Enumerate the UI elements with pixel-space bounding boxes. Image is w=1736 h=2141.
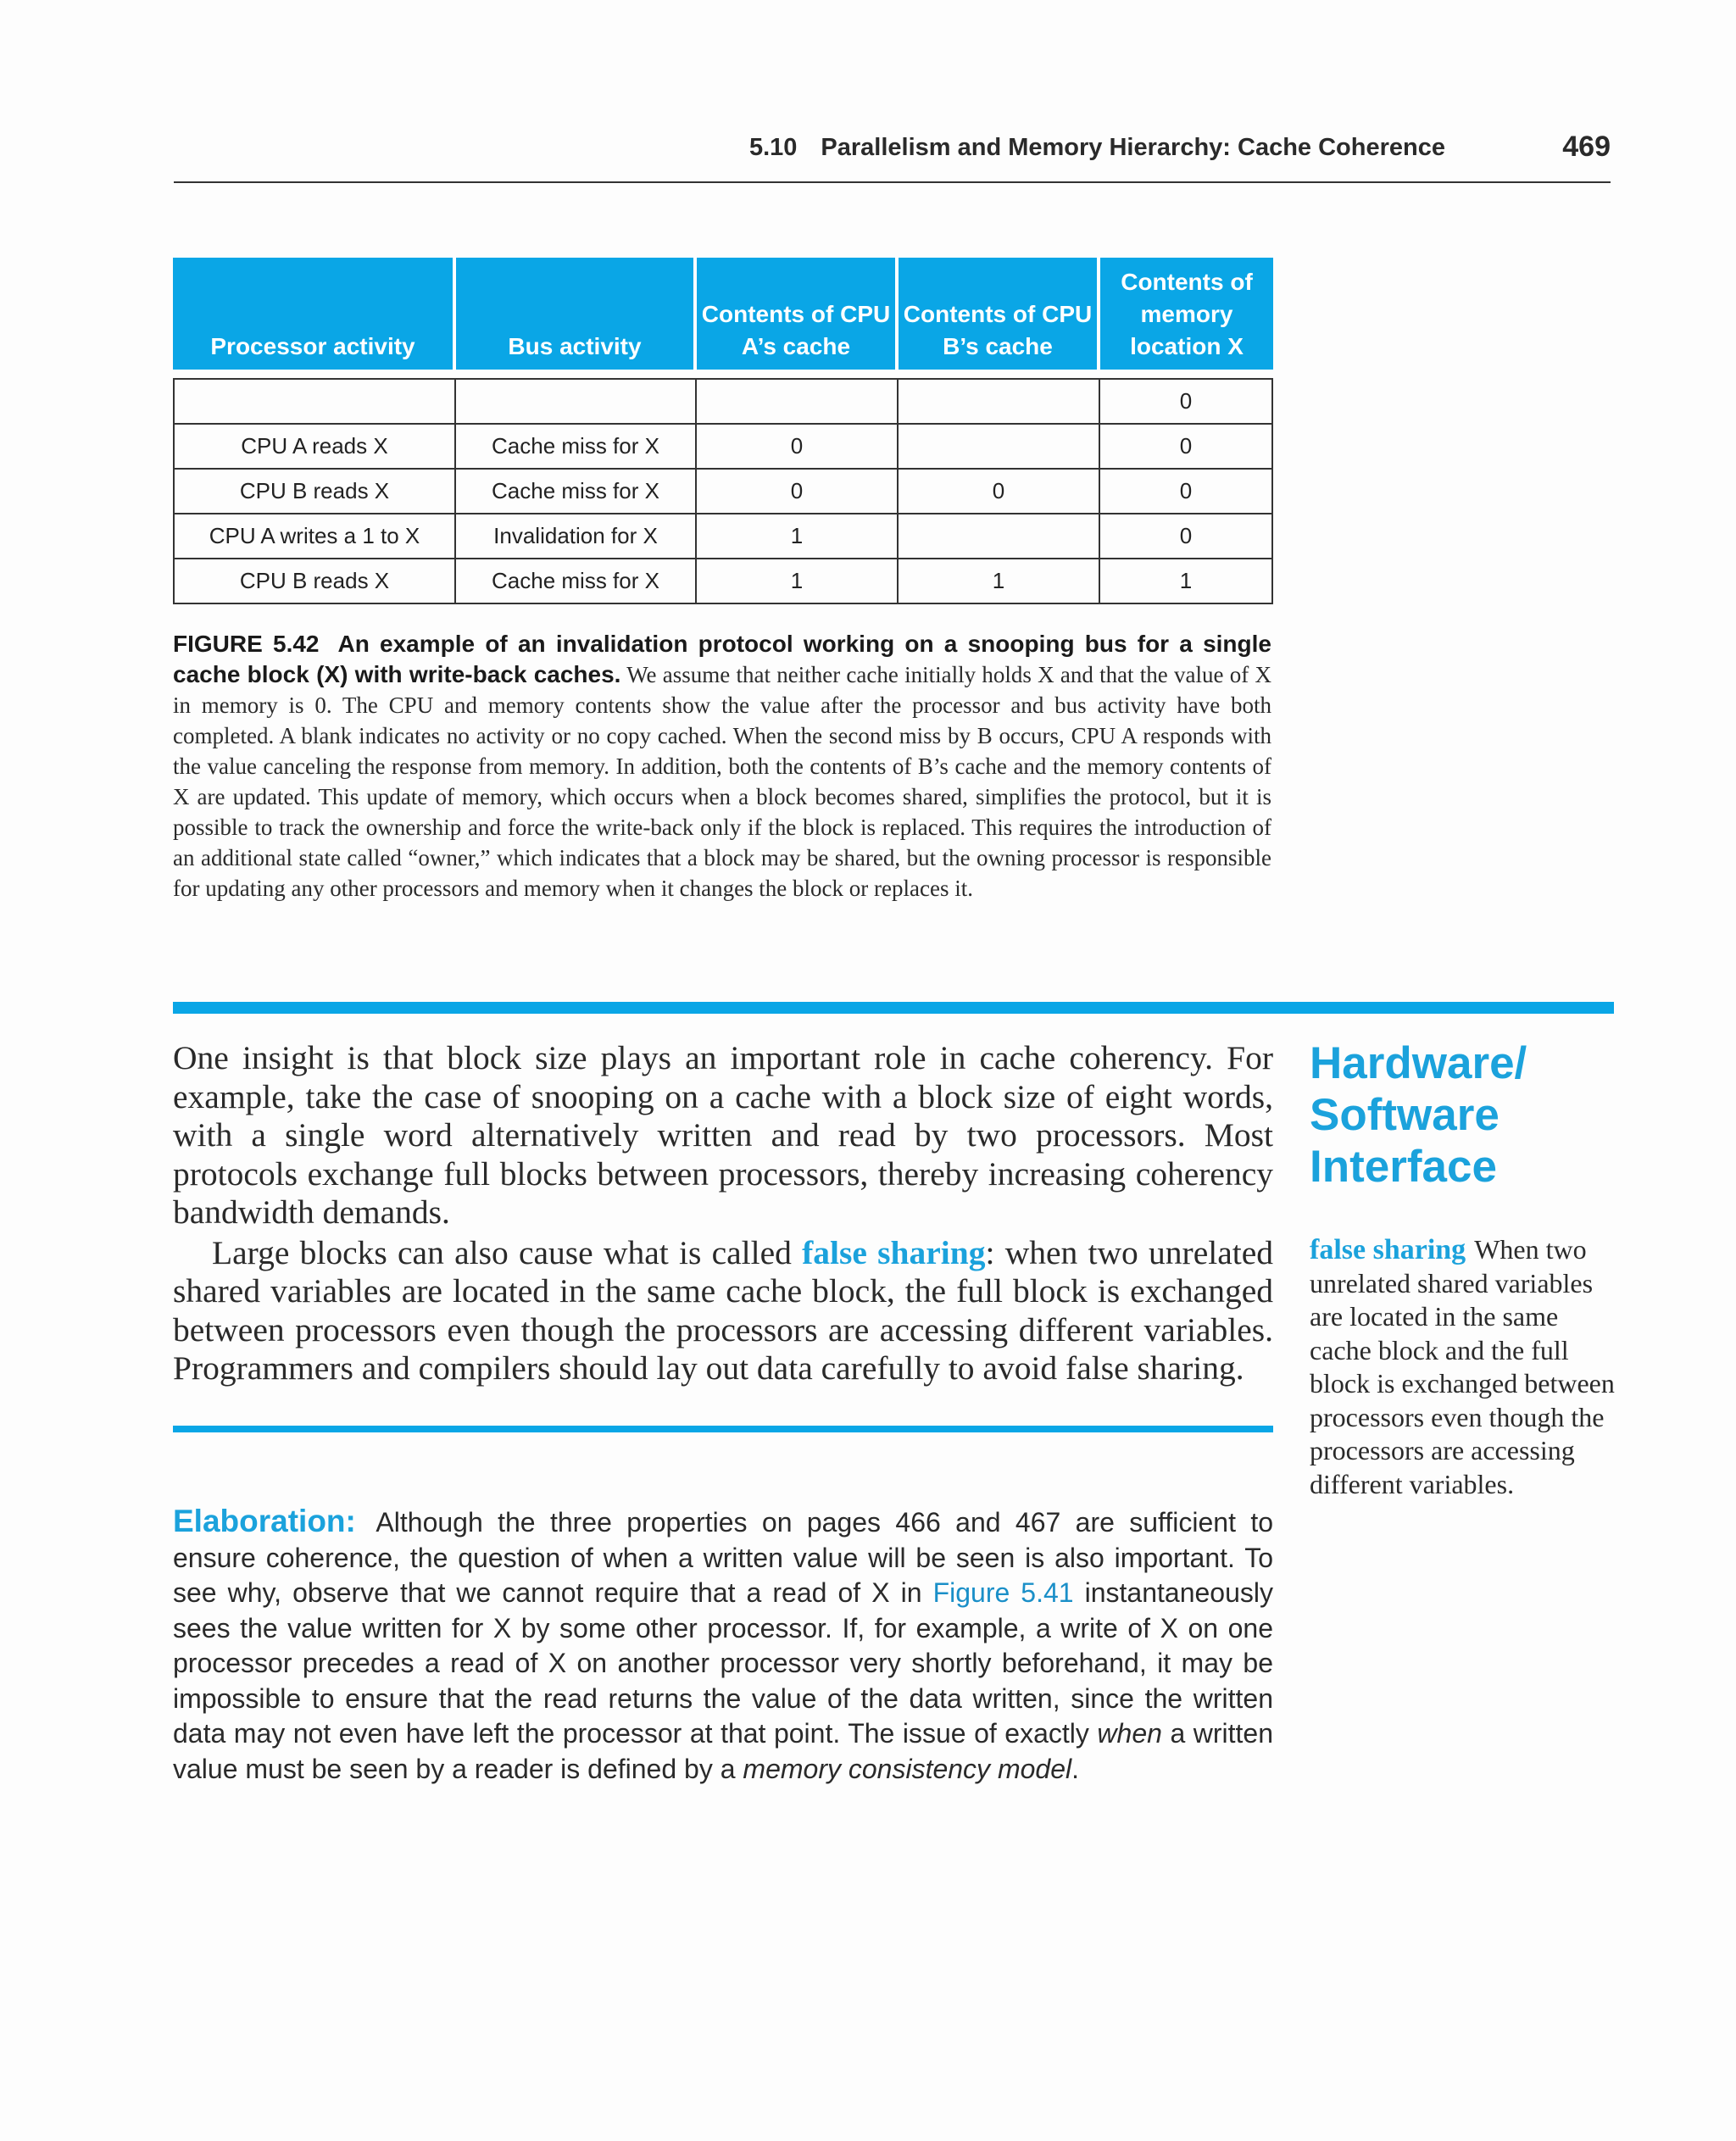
figure-label: FIGURE 5.42 [173, 631, 320, 657]
section-title [538, 134, 1445, 162]
table-row [173, 425, 1273, 470]
table-cell [899, 425, 1100, 470]
caption-title: An example of an invalidation protocol working on a snooping bus for a single cache block (X) with write-back caches. [173, 631, 1271, 687]
elaboration-text: Although the three properties on pages 466 and 467 are sufficient to ensure coherence, the question of when a written value will be seen is also important. To see why, observe that we cannot require that a read of X in [173, 1507, 1273, 1608]
cache-coherence-table [173, 258, 1273, 604]
section-number: 5.10 [748, 134, 798, 161]
emphasis-memory-consistency-model: memory consistency model [743, 1753, 1072, 1784]
hsi-top-rule [173, 1002, 1614, 1014]
col-header-cpu-a-cache: Contents of CPU A’s cache [697, 258, 899, 370]
hsi-paragraph: One insight is that block size plays an important role in cache coherency. For example, take the case of snooping on a cache with a block size of eight words, with a single word alternatively written and read by two processors. Most protocols exchange full blocks between processors, thereby increasing coherency bandwidth demands. [173, 1039, 1273, 1231]
table-cell [697, 378, 899, 425]
elaboration-paragraph [173, 1504, 1273, 1787]
table-cell: 0 [1100, 470, 1273, 514]
table-cell: 0 [697, 470, 899, 514]
key-term-false-sharing: false sharing [802, 1233, 986, 1271]
hsi-heading-line: Hardware/ [1310, 1038, 1527, 1088]
elaboration-label: Elaboration: [173, 1504, 356, 1538]
table-row [173, 514, 1273, 559]
table-cell: CPU B reads X [173, 470, 456, 514]
definition-term: false sharing [1310, 1234, 1466, 1265]
definition-text: When two unrelated shared variables are located in the same cache block and the full block is exchanged between processors even though the processors are accessing different variables. [1310, 1234, 1615, 1499]
table-cell: 1 [899, 559, 1100, 604]
table-header-row [173, 258, 1273, 370]
table-row [173, 470, 1273, 514]
table-cell [456, 378, 697, 425]
col-header-bus-activity: Bus activity [456, 258, 697, 370]
section-title-text: Parallelism and Memory Hierarchy: Cache Coherence [821, 134, 1445, 161]
page-number: 469 [1562, 131, 1611, 163]
table-row [173, 378, 1273, 425]
table-cell [899, 378, 1100, 425]
table-cell: CPU A reads X [173, 425, 456, 470]
table-cell [173, 378, 456, 425]
table-cell: CPU B reads X [173, 559, 456, 604]
figure-caption [173, 629, 1271, 904]
table-cell: 0 [1100, 378, 1273, 425]
elaboration-text: . [1071, 1753, 1079, 1784]
running-header [174, 127, 1611, 183]
margin-definition [1310, 1233, 1615, 1501]
table-cell: 0 [697, 425, 899, 470]
elaboration-text: instantaneously sees the value written for X by some other processor. If, for example, a write of X on one processor precedes a read of X on another processor very shortly beforehand, it may be impossible to ensure that the read returns the value of the data written, since the written data may not even have left the processor at that point. The issue of exactly [173, 1577, 1274, 1749]
emphasis-when: when [1097, 1718, 1162, 1749]
table-cell: 1 [697, 514, 899, 559]
table-cell: Cache miss for X [456, 425, 697, 470]
table-cell: Cache miss for X [456, 559, 697, 604]
hsi-heading [1310, 1037, 1527, 1193]
col-header-cpu-b-cache: Contents of CPU B’s cache [899, 258, 1100, 370]
paragraph-text: : when two unrelated shared variables are located in the same cache block, the full block is exchanged between processors even though the processors are accessing different variables. Programmers and compilers should lay out data carefully to avoid false sharing. [173, 1233, 1273, 1387]
hsi-heading-line: Software [1310, 1090, 1500, 1140]
table-cell: Invalidation for X [456, 514, 697, 559]
table-cell: 0 [1100, 514, 1273, 559]
col-header-memory-x: Contents of memory location X [1100, 258, 1273, 370]
table-cell: 0 [1100, 425, 1273, 470]
table-cell: 1 [697, 559, 899, 604]
table-cell [899, 514, 1100, 559]
hsi-bottom-rule [173, 1426, 1273, 1432]
elaboration-text: a written value must be seen by a reader is defined by a [173, 1718, 1274, 1784]
table-cell: 1 [1100, 559, 1273, 604]
hsi-paragraph [173, 1234, 1273, 1388]
col-header-processor-activity: Processor activity [173, 258, 456, 370]
caption-body: We assume that neither cache initially holds X and that the value of X in memory is 0. The CPU and memory contents show the value after the processor and bus activity have both completed. A blank indicates no activity or no copy cached. When the second miss by B occurs, CPU A responds with the value canceling the response from memory. In addition, both the contents of B’s cache and the memory contents of X are updated. This update of memory, which occurs when a block becomes shared, simplifies the protocol, but it is possible to track the ownership and force the write-back only if the block is replaced. This requires the introduction of an additional state called “owner,” which indicates that a block may be shared, but the owning processor is responsible for updating any other processors and memory when it changes the block or replaces it. [173, 662, 1271, 901]
figure-reference-link[interactable]: Figure 5.41 [932, 1577, 1074, 1608]
hsi-heading-line: Interface [1310, 1142, 1497, 1192]
paragraph-text: Large blocks can also cause what is called [212, 1233, 803, 1271]
table-cell: 0 [899, 470, 1100, 514]
table-cell: CPU A writes a 1 to X [173, 514, 456, 559]
hsi-body [173, 1039, 1273, 1388]
table-cell: Cache miss for X [456, 470, 697, 514]
table-row [173, 559, 1273, 604]
